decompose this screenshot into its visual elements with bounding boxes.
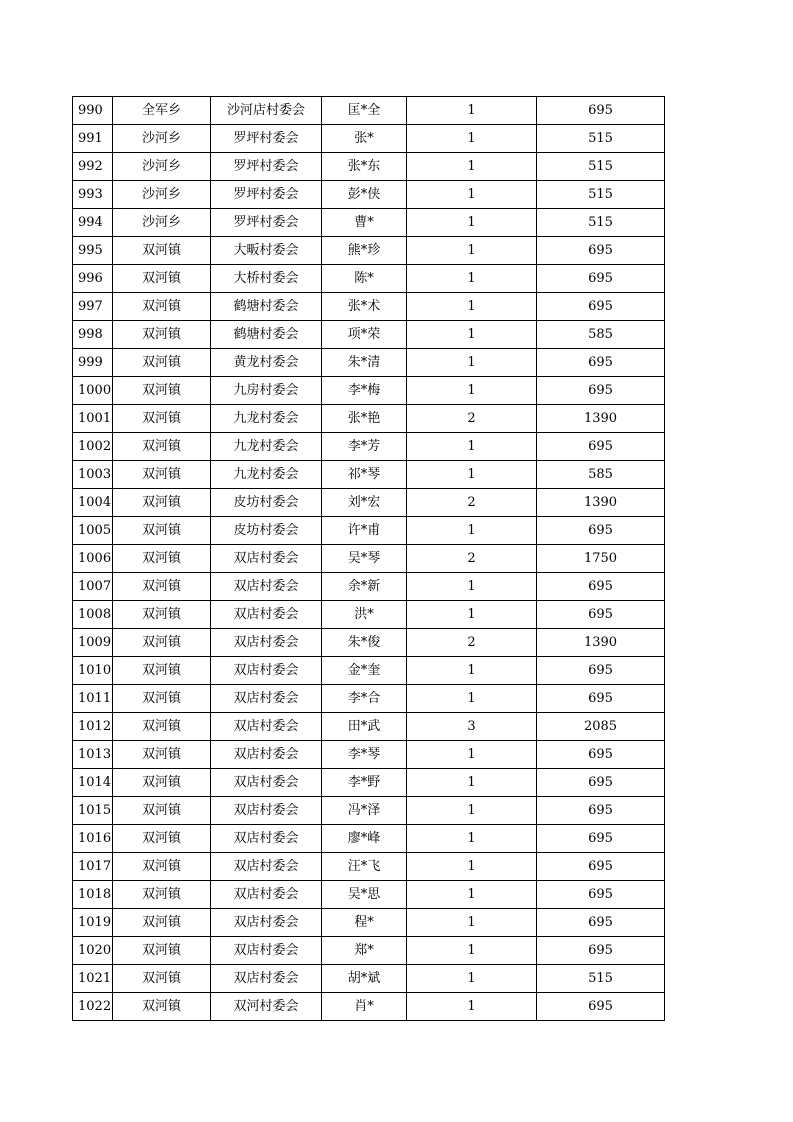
row-number-cell: 1021 [73,965,113,993]
amount-cell: 695 [537,657,665,685]
household-size-cell: 1 [407,237,537,265]
household-size-cell: 3 [407,713,537,741]
amount-cell: 695 [537,909,665,937]
name-cell: 刘*宏 [322,489,407,517]
name-cell: 吴*琴 [322,545,407,573]
table-row [73,797,665,825]
row-number-cell: 1011 [73,685,113,713]
amount-cell: 695 [537,573,665,601]
name-cell: 李*琴 [322,741,407,769]
household-size-cell: 2 [407,629,537,657]
township-cell: 双河镇 [113,601,211,629]
township-cell: 双河镇 [113,881,211,909]
table-row [73,657,665,685]
household-size-cell: 1 [407,965,537,993]
household-size-cell: 1 [407,769,537,797]
row-number-cell: 1019 [73,909,113,937]
name-cell: 程* [322,909,407,937]
amount-cell: 695 [537,685,665,713]
amount-cell: 695 [537,797,665,825]
table-row [73,601,665,629]
township-cell: 双河镇 [113,797,211,825]
table-row [73,321,665,349]
township-cell: 双河镇 [113,265,211,293]
village-committee-cell: 双店村委会 [211,741,322,769]
table-row [73,209,665,237]
name-cell: 陈* [322,265,407,293]
township-cell: 双河镇 [113,293,211,321]
township-cell: 双河镇 [113,965,211,993]
household-size-cell: 1 [407,433,537,461]
table-row [73,461,665,489]
table-row [73,265,665,293]
table-row [73,769,665,797]
row-number-cell: 1020 [73,937,113,965]
name-cell: 项*荣 [322,321,407,349]
village-committee-cell: 双店村委会 [211,937,322,965]
row-number-cell: 993 [73,181,113,209]
village-committee-cell: 双店村委会 [211,657,322,685]
township-cell: 双河镇 [113,993,211,1021]
name-cell: 朱*俊 [322,629,407,657]
table-body [73,97,665,1021]
table-row [73,97,665,125]
village-committee-cell: 双店村委会 [211,713,322,741]
township-cell: 全军乡 [113,97,211,125]
amount-cell: 695 [537,517,665,545]
township-cell: 沙河乡 [113,209,211,237]
name-cell: 廖*峰 [322,825,407,853]
village-committee-cell: 双河村委会 [211,993,322,1021]
amount-cell: 515 [537,125,665,153]
table-row [73,517,665,545]
name-cell: 熊*珍 [322,237,407,265]
village-committee-cell: 鹤塘村委会 [211,293,322,321]
township-cell: 双河镇 [113,349,211,377]
row-number-cell: 998 [73,321,113,349]
row-number-cell: 997 [73,293,113,321]
amount-cell: 1390 [537,405,665,433]
name-cell: 李*梅 [322,377,407,405]
row-number-cell: 1002 [73,433,113,461]
name-cell: 李*芳 [322,433,407,461]
amount-cell: 695 [537,853,665,881]
amount-cell: 1750 [537,545,665,573]
village-committee-cell: 皮坊村委会 [211,517,322,545]
name-cell: 张*艳 [322,405,407,433]
name-cell: 金*奎 [322,657,407,685]
name-cell: 朱*清 [322,349,407,377]
township-cell: 双河镇 [113,405,211,433]
village-committee-cell: 黄龙村委会 [211,349,322,377]
name-cell: 吴*思 [322,881,407,909]
township-cell: 沙河乡 [113,153,211,181]
household-size-cell: 1 [407,937,537,965]
row-number-cell: 1009 [73,629,113,657]
village-committee-cell: 沙河店村委会 [211,97,322,125]
name-cell: 汪*飞 [322,853,407,881]
amount-cell: 1390 [537,629,665,657]
township-cell: 双河镇 [113,685,211,713]
row-number-cell: 1017 [73,853,113,881]
household-size-cell: 1 [407,797,537,825]
table-row [73,965,665,993]
village-committee-cell: 双店村委会 [211,573,322,601]
row-number-cell: 990 [73,97,113,125]
village-committee-cell: 罗坪村委会 [211,181,322,209]
name-cell: 田*武 [322,713,407,741]
table-row [73,993,665,1021]
table-row [73,349,665,377]
amount-cell: 695 [537,97,665,125]
name-cell: 李*野 [322,769,407,797]
township-cell: 双河镇 [113,769,211,797]
village-committee-cell: 皮坊村委会 [211,489,322,517]
village-committee-cell: 双店村委会 [211,769,322,797]
name-cell: 李*合 [322,685,407,713]
name-cell: 冯*泽 [322,797,407,825]
row-number-cell: 991 [73,125,113,153]
amount-cell: 695 [537,237,665,265]
name-cell: 张* [322,125,407,153]
township-cell: 双河镇 [113,937,211,965]
row-number-cell: 1004 [73,489,113,517]
household-size-cell: 1 [407,181,537,209]
village-committee-cell: 大桥村委会 [211,265,322,293]
township-cell: 双河镇 [113,545,211,573]
row-number-cell: 994 [73,209,113,237]
table-row [73,825,665,853]
household-size-cell: 1 [407,209,537,237]
name-cell: 张*术 [322,293,407,321]
household-size-cell: 1 [407,881,537,909]
row-number-cell: 1015 [73,797,113,825]
name-cell: 郑* [322,937,407,965]
household-size-cell: 1 [407,377,537,405]
household-size-cell: 1 [407,993,537,1021]
amount-cell: 695 [537,993,665,1021]
amount-cell: 695 [537,433,665,461]
amount-cell: 2085 [537,713,665,741]
township-cell: 双河镇 [113,909,211,937]
township-cell: 双河镇 [113,825,211,853]
table-row [73,377,665,405]
household-size-cell: 1 [407,349,537,377]
village-committee-cell: 罗坪村委会 [211,153,322,181]
name-cell: 肖* [322,993,407,1021]
village-committee-cell: 双店村委会 [211,881,322,909]
household-size-cell: 1 [407,657,537,685]
row-number-cell: 999 [73,349,113,377]
table-row [73,293,665,321]
household-size-cell: 1 [407,685,537,713]
household-size-cell: 1 [407,909,537,937]
name-cell: 张*东 [322,153,407,181]
table-row [73,881,665,909]
table-row [73,405,665,433]
township-cell: 双河镇 [113,853,211,881]
household-size-cell: 1 [407,293,537,321]
village-committee-cell: 九龙村委会 [211,461,322,489]
township-cell: 沙河乡 [113,181,211,209]
relief-list-table [72,96,665,1021]
township-cell: 双河镇 [113,573,211,601]
table-row [73,489,665,517]
village-committee-cell: 双店村委会 [211,545,322,573]
village-committee-cell: 双店村委会 [211,825,322,853]
table-row [73,573,665,601]
amount-cell: 585 [537,461,665,489]
amount-cell: 695 [537,937,665,965]
township-cell: 双河镇 [113,629,211,657]
household-size-cell: 1 [407,265,537,293]
table-row [73,937,665,965]
table-row [73,685,665,713]
row-number-cell: 1001 [73,405,113,433]
township-cell: 双河镇 [113,237,211,265]
township-cell: 双河镇 [113,713,211,741]
name-cell: 许*甫 [322,517,407,545]
name-cell: 祁*琴 [322,461,407,489]
household-size-cell: 2 [407,545,537,573]
row-number-cell: 995 [73,237,113,265]
household-size-cell: 2 [407,489,537,517]
amount-cell: 695 [537,349,665,377]
row-number-cell: 992 [73,153,113,181]
table-row [73,713,665,741]
row-number-cell: 1008 [73,601,113,629]
table-row [73,545,665,573]
amount-cell: 695 [537,825,665,853]
township-cell: 双河镇 [113,741,211,769]
row-number-cell: 1013 [73,741,113,769]
amount-cell: 695 [537,377,665,405]
table-row [73,181,665,209]
village-committee-cell: 罗坪村委会 [211,125,322,153]
township-cell: 双河镇 [113,517,211,545]
village-committee-cell: 双店村委会 [211,853,322,881]
amount-cell: 515 [537,153,665,181]
row-number-cell: 1022 [73,993,113,1021]
name-cell: 胡*斌 [322,965,407,993]
row-number-cell: 1006 [73,545,113,573]
row-number-cell: 1007 [73,573,113,601]
name-cell: 洪* [322,601,407,629]
row-number-cell: 1003 [73,461,113,489]
township-cell: 双河镇 [113,657,211,685]
household-size-cell: 1 [407,853,537,881]
household-size-cell: 1 [407,153,537,181]
row-number-cell: 1018 [73,881,113,909]
township-cell: 双河镇 [113,377,211,405]
household-size-cell: 1 [407,97,537,125]
row-number-cell: 1010 [73,657,113,685]
village-committee-cell: 大畈村委会 [211,237,322,265]
village-committee-cell: 九龙村委会 [211,405,322,433]
row-number-cell: 1000 [73,377,113,405]
village-committee-cell: 九龙村委会 [211,433,322,461]
row-number-cell: 1016 [73,825,113,853]
name-cell: 匡*全 [322,97,407,125]
township-cell: 双河镇 [113,489,211,517]
table-row [73,125,665,153]
village-committee-cell: 鹤塘村委会 [211,321,322,349]
household-size-cell: 1 [407,517,537,545]
name-cell: 曹* [322,209,407,237]
household-size-cell: 1 [407,321,537,349]
amount-cell: 695 [537,769,665,797]
row-number-cell: 1005 [73,517,113,545]
amount-cell: 695 [537,601,665,629]
table-row [73,909,665,937]
household-size-cell: 1 [407,461,537,489]
row-number-cell: 1012 [73,713,113,741]
amount-cell: 515 [537,209,665,237]
township-cell: 双河镇 [113,433,211,461]
name-cell: 彭*侠 [322,181,407,209]
amount-cell: 515 [537,965,665,993]
row-number-cell: 1014 [73,769,113,797]
amount-cell: 515 [537,181,665,209]
row-number-cell: 996 [73,265,113,293]
amount-cell: 695 [537,293,665,321]
table-row [73,629,665,657]
village-committee-cell: 双店村委会 [211,797,322,825]
table-row [73,741,665,769]
township-cell: 双河镇 [113,321,211,349]
village-committee-cell: 双店村委会 [211,685,322,713]
household-size-cell: 1 [407,825,537,853]
amount-cell: 1390 [537,489,665,517]
amount-cell: 585 [537,321,665,349]
household-size-cell: 2 [407,405,537,433]
township-cell: 沙河乡 [113,125,211,153]
amount-cell: 695 [537,881,665,909]
household-size-cell: 1 [407,741,537,769]
table-row [73,153,665,181]
village-committee-cell: 双店村委会 [211,601,322,629]
table-row [73,853,665,881]
village-committee-cell: 罗坪村委会 [211,209,322,237]
name-cell: 余*新 [322,573,407,601]
village-committee-cell: 九房村委会 [211,377,322,405]
township-cell: 双河镇 [113,461,211,489]
village-committee-cell: 双店村委会 [211,629,322,657]
table-row [73,433,665,461]
household-size-cell: 1 [407,601,537,629]
amount-cell: 695 [537,741,665,769]
table-row [73,237,665,265]
amount-cell: 695 [537,265,665,293]
village-committee-cell: 双店村委会 [211,909,322,937]
village-committee-cell: 双店村委会 [211,965,322,993]
household-size-cell: 1 [407,125,537,153]
household-size-cell: 1 [407,573,537,601]
